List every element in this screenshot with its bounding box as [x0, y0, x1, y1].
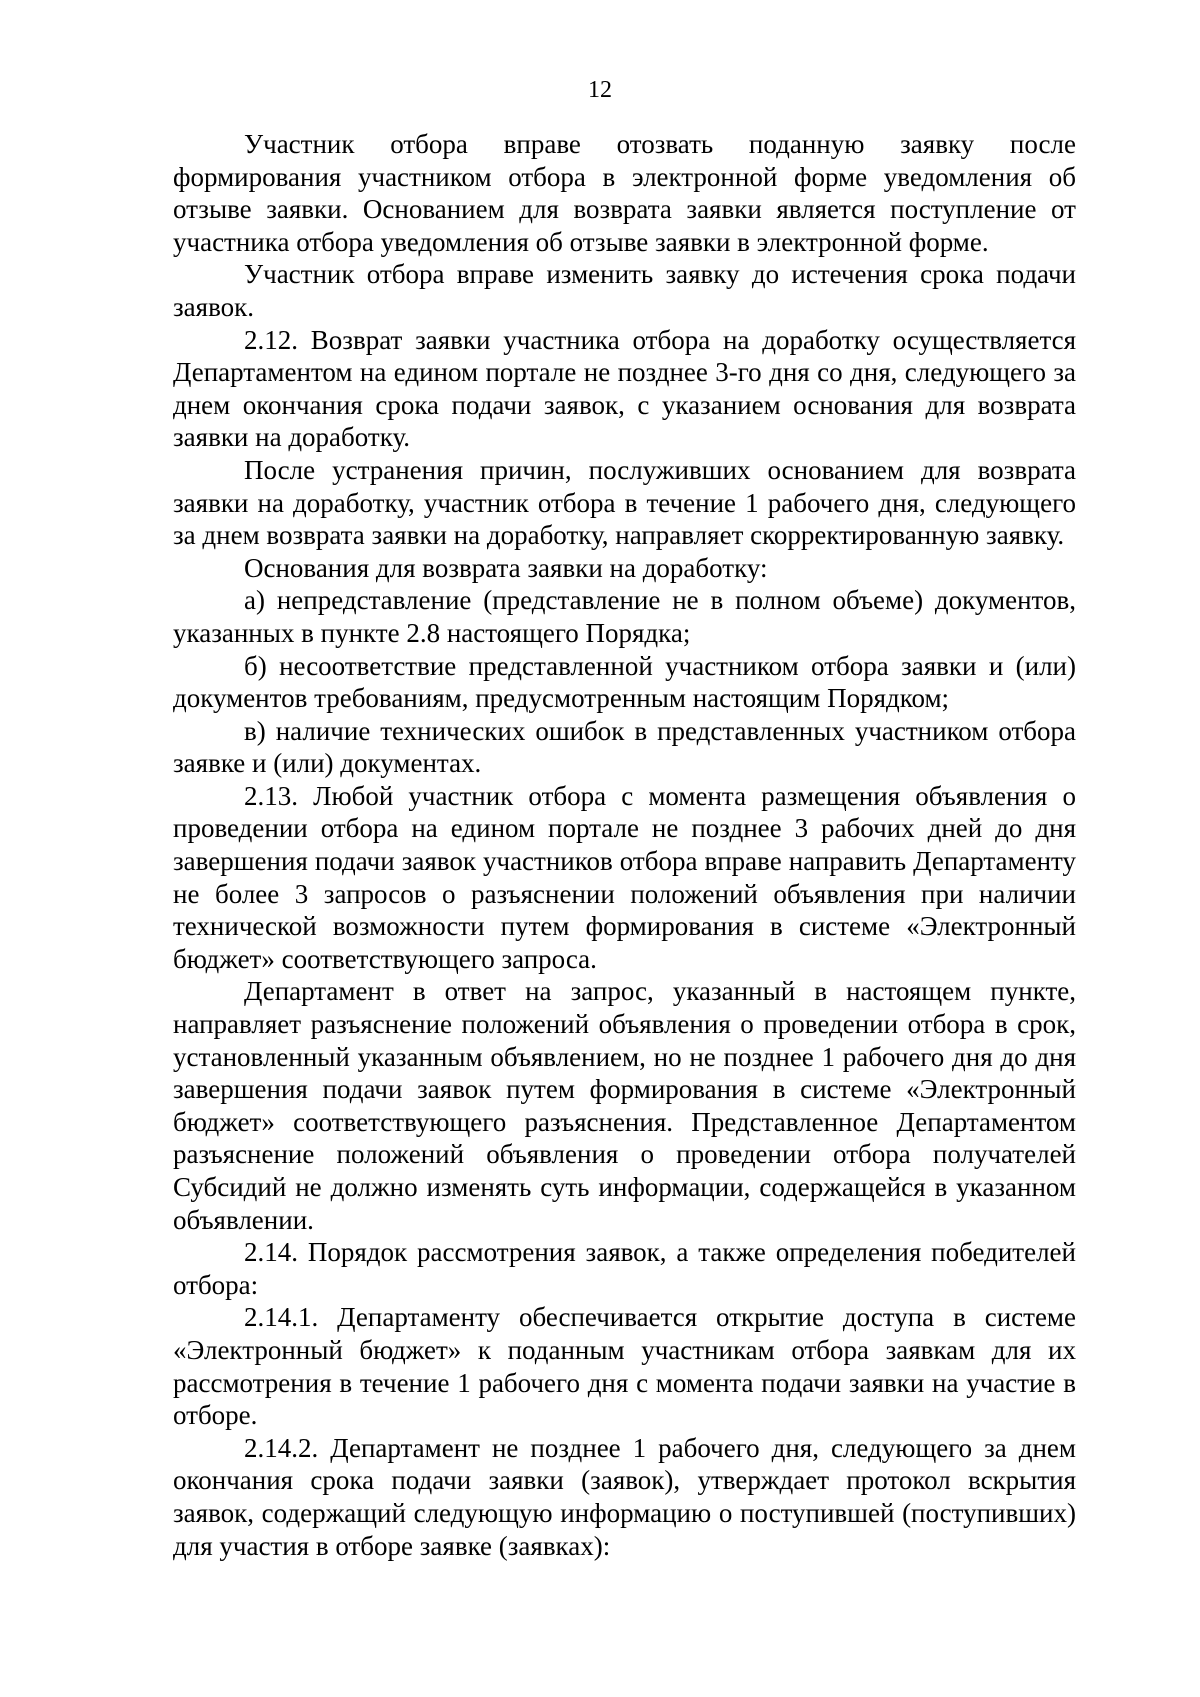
paragraph-2-12: 2.12. Возврат заявки участника отбора на доработку осуществляется Департаментом на едином портале не позднее 3-го дня со дня, следующего за днем окончания срока подачи заявок, с указанием основания для возврата заявки на доработку. — [173, 324, 1076, 453]
paragraph-return-grounds-heading: Основания для возврата заявки на доработку: — [244, 552, 768, 583]
paragraph-2-14-1: 2.14.1. Департаменту обеспечивается открытие доступа в системе «Электронный бюджет» к поданным участникам отбора заявкам для их рассмотрения в течение 1 рабочего дня с момента подачи заявки на участие в отборе. — [173, 1302, 1076, 1431]
list-item-a: а) непредставление (представление не в полном объеме) документов, указанных в пункте 2.8 настоящего Порядка; — [173, 585, 1076, 648]
paragraph-2-13: 2.13. Любой участник отбора с момента размещения объявления о проведении отбора на едином портале не позднее 3 рабочих дней до дня завершения подачи заявок участников отбора вправе направить Департаменту не более 3 запросов о разъяснении положений объявления при наличии технической возможности путем формирования в системе «Электронный бюджет» соответствующего запроса. — [173, 780, 1076, 974]
paragraph-change-application: Участник отбора вправе изменить заявку до истечения срока подачи заявок. — [173, 259, 1076, 322]
document-body — [173, 128, 1076, 1562]
paragraph-2-14-2: 2.14.2. Департамент не позднее 1 рабочего дня, следующего за днем окончания срока подачи заявки (заявок), утверждает протокол вскрытия заявок, содержащий следующую информацию о поступившей (поступивших) для участия в отборе заявке (заявках): — [173, 1432, 1076, 1561]
list-item-b: б) несоответствие представленной участником отбора заявки и (или) документов требованиям, предусмотренным настоящим Порядком; — [173, 650, 1076, 714]
paragraph-2-14: 2.14. Порядок рассмотрения заявок, а также определения победителей отбора: — [173, 1237, 1076, 1300]
page-number: 12 — [588, 77, 612, 103]
list-item-v: в) наличие технических ошибок в представленных участником отбора заявке и (или) документах. — [173, 715, 1076, 779]
paragraph-after-corrections: После устранения причин, послуживших основанием для возврата заявки на доработку, участник отбора в течение 1 рабочего дня, следующего за днем возврата заявки на доработку, направляет скорректированную заявку. — [173, 454, 1076, 551]
paragraph-withdraw-application: Участник отбора вправе отозвать поданную заявку после формирования участником отбора в электронной форме уведомления об отзыве заявки. Основанием для возврата заявки является поступление от участника отбора уведомления об отзыве заявки в электронной форме. — [173, 129, 1076, 257]
paragraph-department-response: Департамент в ответ на запрос, указанный в настоящем пункте, направляет разъяснение положений объявления о проведении отбора в срок, установленный указанным объявлением, но не позднее 1 рабочего дня до дня завершения подачи заявок путем формирования в системе «Электронный бюджет» соответствующего разъяснения. Представленное Департаментом разъяснение положений объявления о проведении отбора получателей Субсидий не должно изменять суть информации, содержащейся в указанном объявлении. — [173, 976, 1076, 1235]
